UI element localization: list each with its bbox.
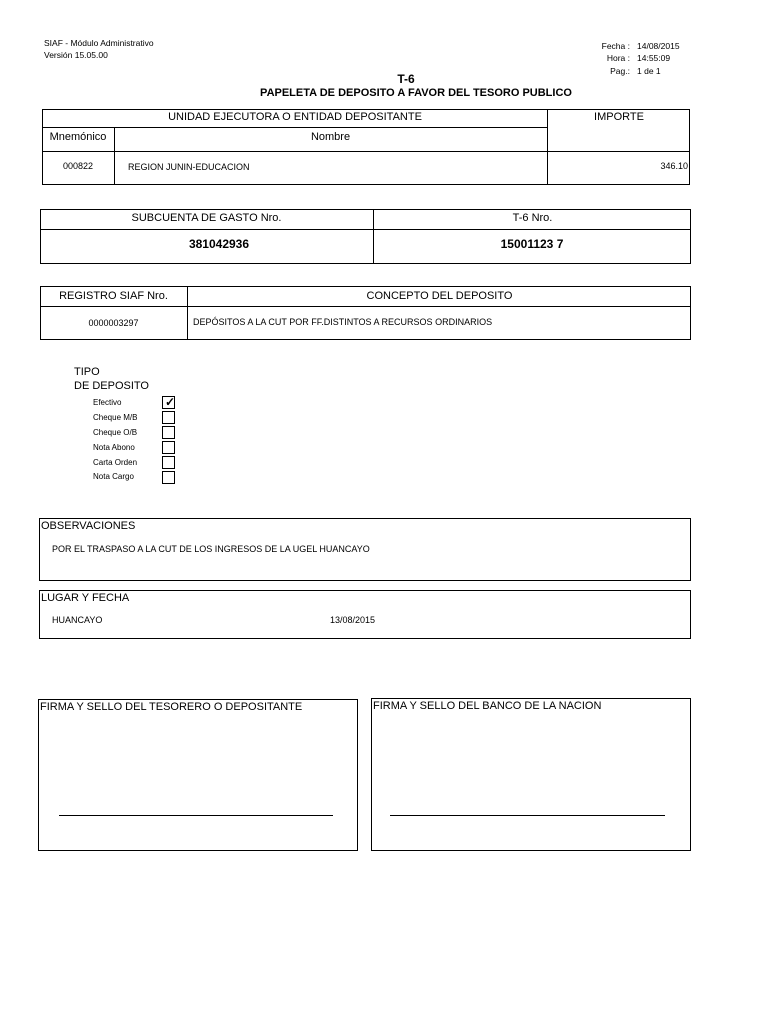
concepto-value: DEPÓSITOS A LA CUT POR FF.DISTINTOS A RECURSOS ORDINARIOS xyxy=(193,317,493,327)
nombre-value: REGION JUNIN-EDUCACION xyxy=(128,162,250,172)
hora-label: Hora : xyxy=(606,53,630,63)
tipo-option-efectivo-checkbox[interactable] xyxy=(162,396,175,409)
subcuenta-header: SUBCUENTA DE GASTO Nro. xyxy=(131,212,282,224)
doc-title: PAPELETA DE DEPOSITO A FAVOR DEL TESORO PUBLICO xyxy=(260,87,572,99)
subcuenta-value: 381042936 xyxy=(188,237,250,251)
firma-tesorero-box xyxy=(38,699,358,851)
firma-banco-label: FIRMA Y SELLO DEL BANCO DE LA NACION xyxy=(373,700,602,712)
doc-code: T-6 xyxy=(397,72,415,86)
mnemonico-header: Mnemónico xyxy=(49,131,107,143)
system-version: Versión 15.05.00 xyxy=(44,50,108,60)
t6-header: T-6 Nro. xyxy=(512,212,553,224)
tipo-option-nota-abono-checkbox[interactable] xyxy=(162,441,175,454)
fecha-value: 14/08/2015 xyxy=(637,41,680,51)
importe-header: IMPORTE xyxy=(594,111,644,123)
fecha-lugar-value: 13/08/2015 xyxy=(330,615,376,625)
registro-header: REGISTRO SIAF Nro. xyxy=(59,290,168,302)
tipo-title-line2: DE DEPOSITO xyxy=(74,380,149,392)
firma-banco-box xyxy=(371,698,691,851)
concepto-header: CONCEPTO DEL DEPOSITO xyxy=(366,290,513,302)
tipo-option-efectivo-label: Efectivo xyxy=(93,398,122,407)
tipo-title-line1: TIPO xyxy=(74,366,100,378)
tipo-option-carta-orden-checkbox[interactable] xyxy=(162,456,175,469)
nombre-header: Nombre xyxy=(310,131,351,143)
check-mark-icon: ✓ xyxy=(165,395,176,409)
tipo-option-cheque-ob-checkbox[interactable] xyxy=(162,426,175,439)
mnemonico-value: 000822 xyxy=(62,161,94,171)
importe-value: 346.10 xyxy=(660,161,688,171)
observaciones-text: POR EL TRASPASO A LA CUT DE LOS INGRESOS DE LA UGEL HUANCAYO xyxy=(52,544,370,554)
hora-value: 14:55:09 xyxy=(637,53,671,63)
fecha-label: Fecha : xyxy=(601,41,630,51)
tipo-option-nota-cargo-checkbox[interactable] xyxy=(162,471,175,484)
lugar-fecha-label: LUGAR Y FECHA xyxy=(41,592,130,604)
unidad-header: UNIDAD EJECUTORA O ENTIDAD DEPOSITANTE xyxy=(168,111,422,123)
firma-tesorero-line xyxy=(59,815,333,816)
tipo-option-cheque-mb-label: Cheque M/B xyxy=(93,413,138,422)
lugar-value: HUANCAYO xyxy=(52,615,103,625)
tipo-option-nota-abono-label: Nota Abono xyxy=(93,443,135,452)
system-name: SIAF - Módulo Administrativo xyxy=(44,38,154,48)
t6-value: 15001123 7 xyxy=(500,237,564,251)
pag-value: 1 de 1 xyxy=(637,66,661,76)
tipo-option-cheque-ob-label: Cheque O/B xyxy=(93,428,138,437)
tipo-option-cheque-mb-checkbox[interactable] xyxy=(162,411,175,424)
registro-value: 0000003297 xyxy=(88,318,139,328)
firma-tesorero-label: FIRMA Y SELLO DEL TESORERO O DEPOSITANTE xyxy=(40,701,303,713)
tipo-option-nota-cargo-label: Nota Cargo xyxy=(93,472,134,481)
firma-banco-line xyxy=(390,815,665,816)
pag-label: Pag.: xyxy=(610,66,630,76)
tipo-option-carta-orden-label: Carta Orden xyxy=(93,458,138,467)
observaciones-label: OBSERVACIONES xyxy=(41,520,136,532)
